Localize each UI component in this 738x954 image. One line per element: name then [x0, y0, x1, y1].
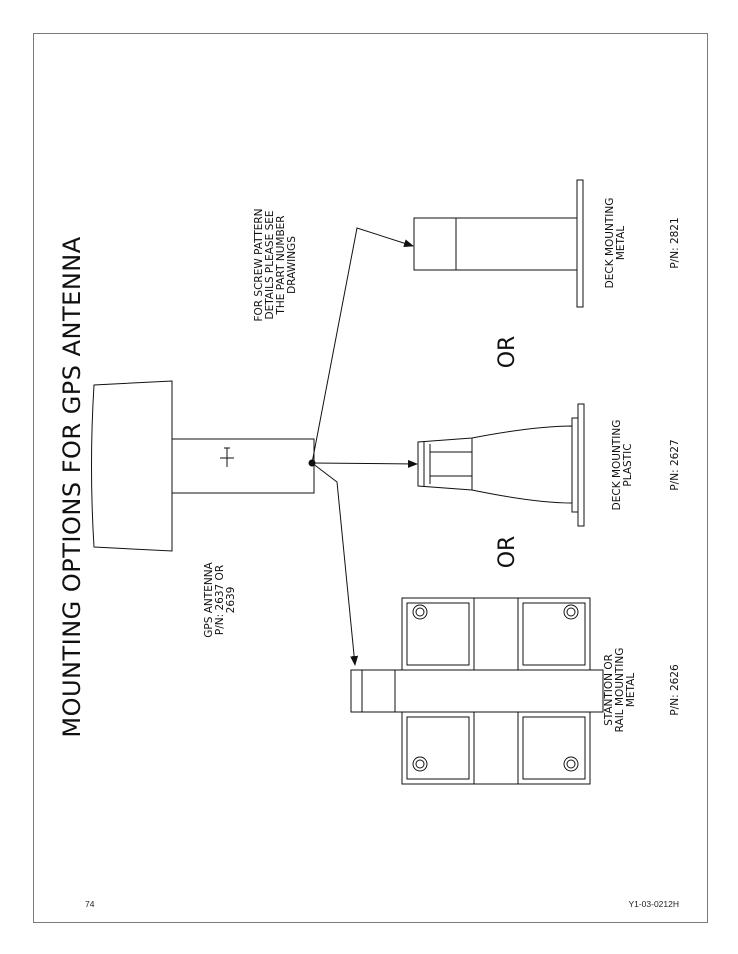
- note-line-1: FOR SCREW PATTERN: [253, 208, 265, 322]
- antenna-dome: [92, 381, 173, 551]
- or-separator-lower: OR: [495, 535, 520, 569]
- antenna-stem: [172, 439, 314, 493]
- stantion-mount-illustration: [351, 598, 603, 784]
- deck-plastic-flange: [572, 418, 578, 512]
- arrow-to-stantion-mount: [312, 463, 355, 665]
- arrow-to-deck-metal: [312, 228, 413, 463]
- rail-mount-clamp-top-right: [518, 598, 590, 670]
- antenna-label-line-1: GPS ANTENNA: [203, 562, 215, 638]
- connection-arrows: [309, 228, 417, 665]
- option-1-line-2: RAIL MOUNTING: [614, 647, 626, 733]
- antenna-label: [203, 561, 237, 637]
- rail-mount-clamp-bottom-right: [518, 712, 590, 784]
- deck-plastic-base: [578, 404, 584, 526]
- note-line-4: DRAWINGS: [286, 236, 298, 294]
- arrow-to-deck-plastic: [312, 463, 417, 464]
- screw-pattern-note: [253, 208, 298, 321]
- option-2-line-1: DECK MOUNTING: [611, 419, 623, 511]
- rail-mount-clamp-top-left: [402, 598, 474, 670]
- option-3-line-2: METAL: [615, 225, 627, 261]
- deck-metal-base: [577, 180, 583, 307]
- note-line-2: DETAILS PLEASE SEE: [264, 210, 276, 320]
- option-3-line-1: DECK MOUNTING: [604, 197, 616, 289]
- deck-metal-tube: [414, 218, 577, 270]
- option-1-line-1: STANTION OR: [603, 654, 615, 726]
- option-label-deck-plastic: [611, 420, 634, 511]
- antenna-label-line-2: P/N: 2637 OR: [214, 564, 226, 636]
- document-code: Y1-03-0212H: [628, 899, 679, 909]
- antenna-label-line-3: 2639: [225, 586, 237, 614]
- option-label-deck-metal: [604, 198, 627, 289]
- gps-antenna-illustration: [92, 381, 315, 551]
- deck-mount-metal-illustration: [414, 180, 583, 307]
- option-2-part-number: P/N: 2627: [669, 439, 681, 491]
- deck-plastic-body: [418, 426, 572, 503]
- option-3-part-number: P/N: 2821: [669, 217, 681, 269]
- note-line-3: THE PART NUMBER: [275, 215, 287, 315]
- rail-mount-clamp-bottom-left: [402, 712, 474, 784]
- option-1-line-3: METAL: [625, 672, 637, 708]
- deck-mount-plastic-illustration: [418, 404, 584, 526]
- or-separator-upper: OR: [495, 335, 520, 369]
- option-2-line-2: PLASTIC: [622, 443, 634, 487]
- page-number: 74: [85, 899, 95, 909]
- option-label-stantion: [603, 648, 637, 733]
- option-1-part-number: P/N: 2626: [669, 664, 681, 716]
- rail-mount-tube: [351, 670, 603, 712]
- page-title: MOUNTING OPTIONS FOR GPS ANTENNA: [58, 236, 86, 738]
